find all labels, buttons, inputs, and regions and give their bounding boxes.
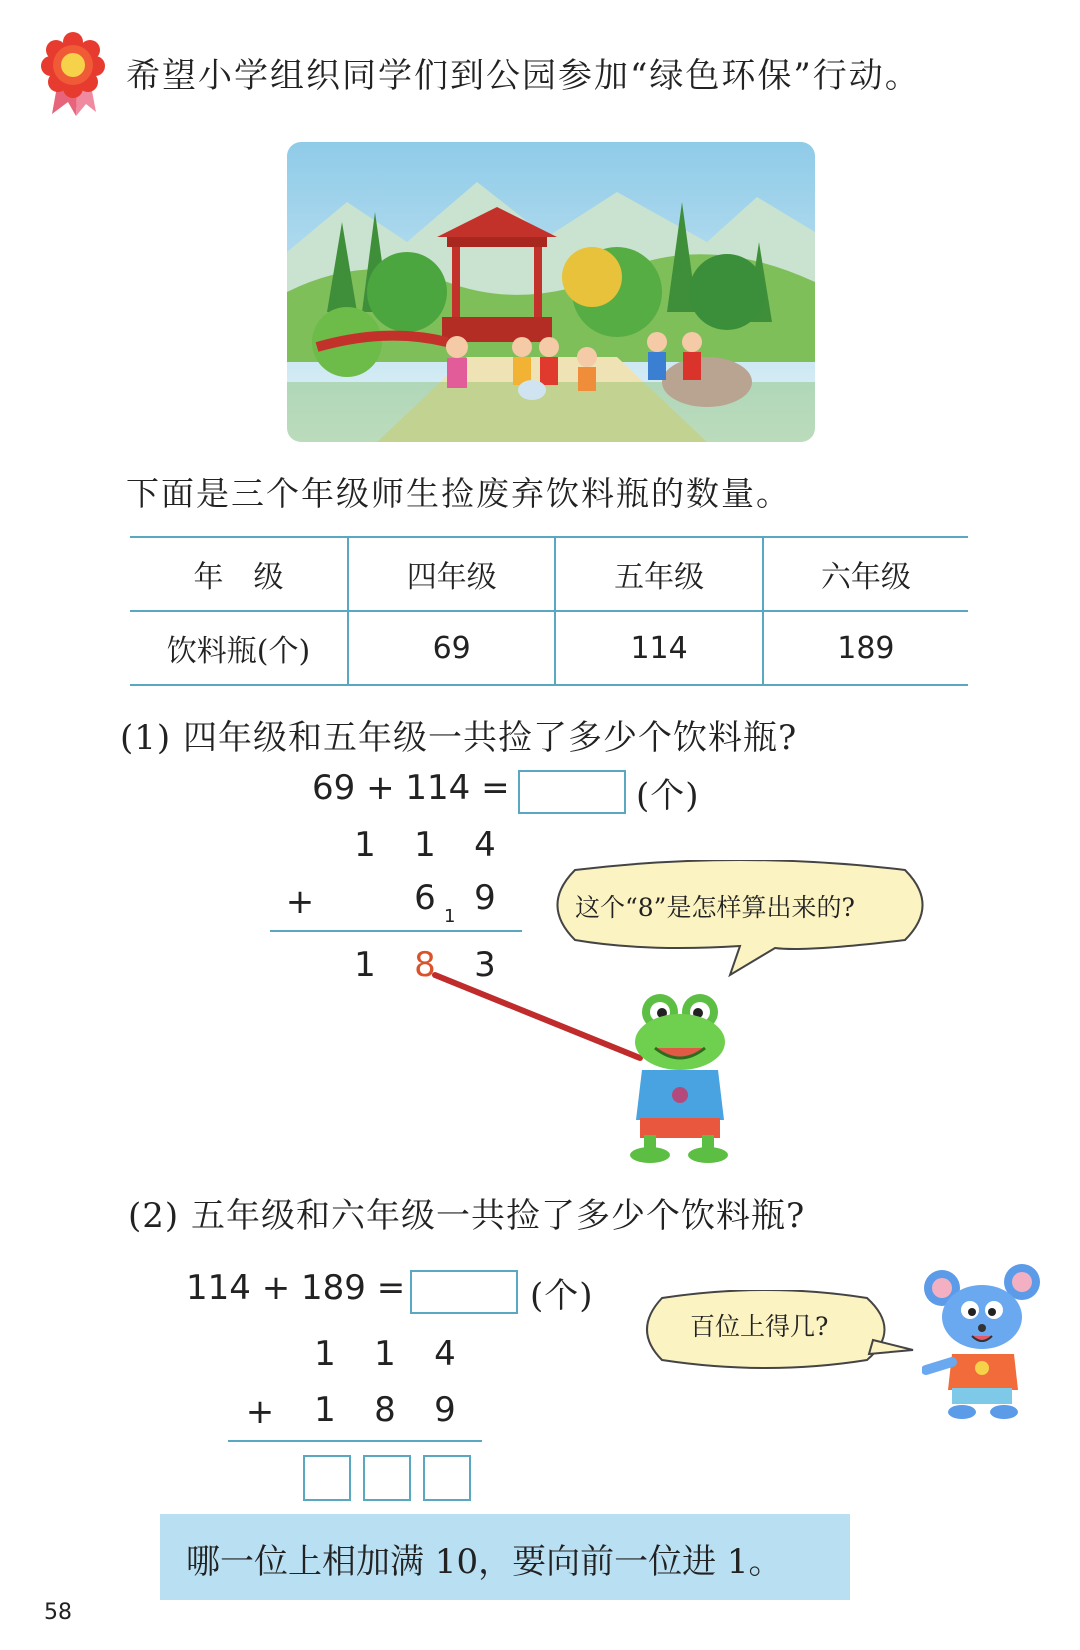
table-cell: 189 — [763, 611, 968, 685]
speech-bubble-2-text: 百位上得几? — [690, 1312, 829, 1341]
question-2-unit: (个) — [530, 1276, 594, 1316]
answer-digit-box-tens[interactable] — [363, 1455, 411, 1501]
vertical-digit: 1 — [414, 825, 436, 865]
table-header-cell: 六年级 — [763, 537, 968, 611]
pointer-stick — [430, 970, 650, 1065]
tip-box — [160, 1514, 850, 1600]
table-row — [130, 611, 968, 685]
bottle-count-table — [130, 536, 968, 686]
tip-text: 哪一位上相加满 10，要向前一位进 1。 — [186, 1542, 783, 1582]
answer-digit-box-hundreds[interactable] — [303, 1455, 351, 1501]
carry-digit: 1 — [444, 906, 456, 927]
question-1-prompt: (1) 四年级和五年级一共捡了多少个饮料瓶? — [120, 718, 798, 758]
mouse-character — [922, 1262, 1050, 1422]
question-2-answer-box[interactable] — [410, 1270, 518, 1314]
vertical-digit: 6 — [414, 878, 436, 918]
question-1-answer-box[interactable] — [518, 770, 626, 814]
plus-sign: + — [285, 882, 315, 922]
vertical-digit: 4 — [434, 1334, 456, 1374]
vertical-digit: 9 — [434, 1390, 456, 1430]
vertical-digit: 8 — [374, 1390, 396, 1430]
vertical-digit: 1 — [314, 1390, 336, 1430]
table-row-label: 饮料瓶(个) — [130, 611, 348, 685]
question-2-equation: 114 + 189 = — [186, 1268, 406, 1308]
ribbon-badge-icon — [38, 30, 108, 120]
frog-character — [620, 990, 750, 1170]
question-1-equation: 69 + 114 = — [312, 768, 510, 808]
table-cell: 114 — [555, 611, 762, 685]
answer-digit-box-ones[interactable] — [423, 1455, 471, 1501]
page-number: 58 — [44, 1600, 72, 1625]
plus-sign: + — [245, 1392, 275, 1432]
vertical-digit: 9 — [474, 878, 496, 918]
table-cell: 69 — [348, 611, 555, 685]
question-1-unit: (个) — [636, 776, 700, 816]
intro-text: 希望小学组织同学们到公园参加“绿色环保”行动。 — [126, 56, 921, 96]
result-digit-highlight: 8 — [414, 945, 436, 985]
table-header-cell: 四年级 — [348, 537, 555, 611]
sum-line — [228, 1440, 482, 1442]
table-header-cell: 年 级 — [130, 537, 348, 611]
vertical-digit: 4 — [474, 825, 496, 865]
lead-text: 下面是三个年级师生捡废弃饮料瓶的数量。 — [126, 474, 791, 513]
vertical-digit: 1 — [354, 825, 376, 865]
speech-bubble-1-text: 这个“8”是怎样算出来的? — [575, 893, 855, 922]
table-header-cell: 五年级 — [555, 537, 762, 611]
result-digit: 1 — [354, 945, 376, 985]
result-digit: 3 — [474, 945, 496, 985]
table-header-row — [130, 537, 968, 611]
park-illustration — [287, 142, 815, 442]
sum-line — [270, 930, 522, 932]
vertical-digit: 1 — [374, 1334, 396, 1374]
vertical-digit: 1 — [314, 1334, 336, 1374]
question-2-prompt: (2) 五年级和六年级一共捡了多少个饮料瓶? — [128, 1196, 806, 1236]
